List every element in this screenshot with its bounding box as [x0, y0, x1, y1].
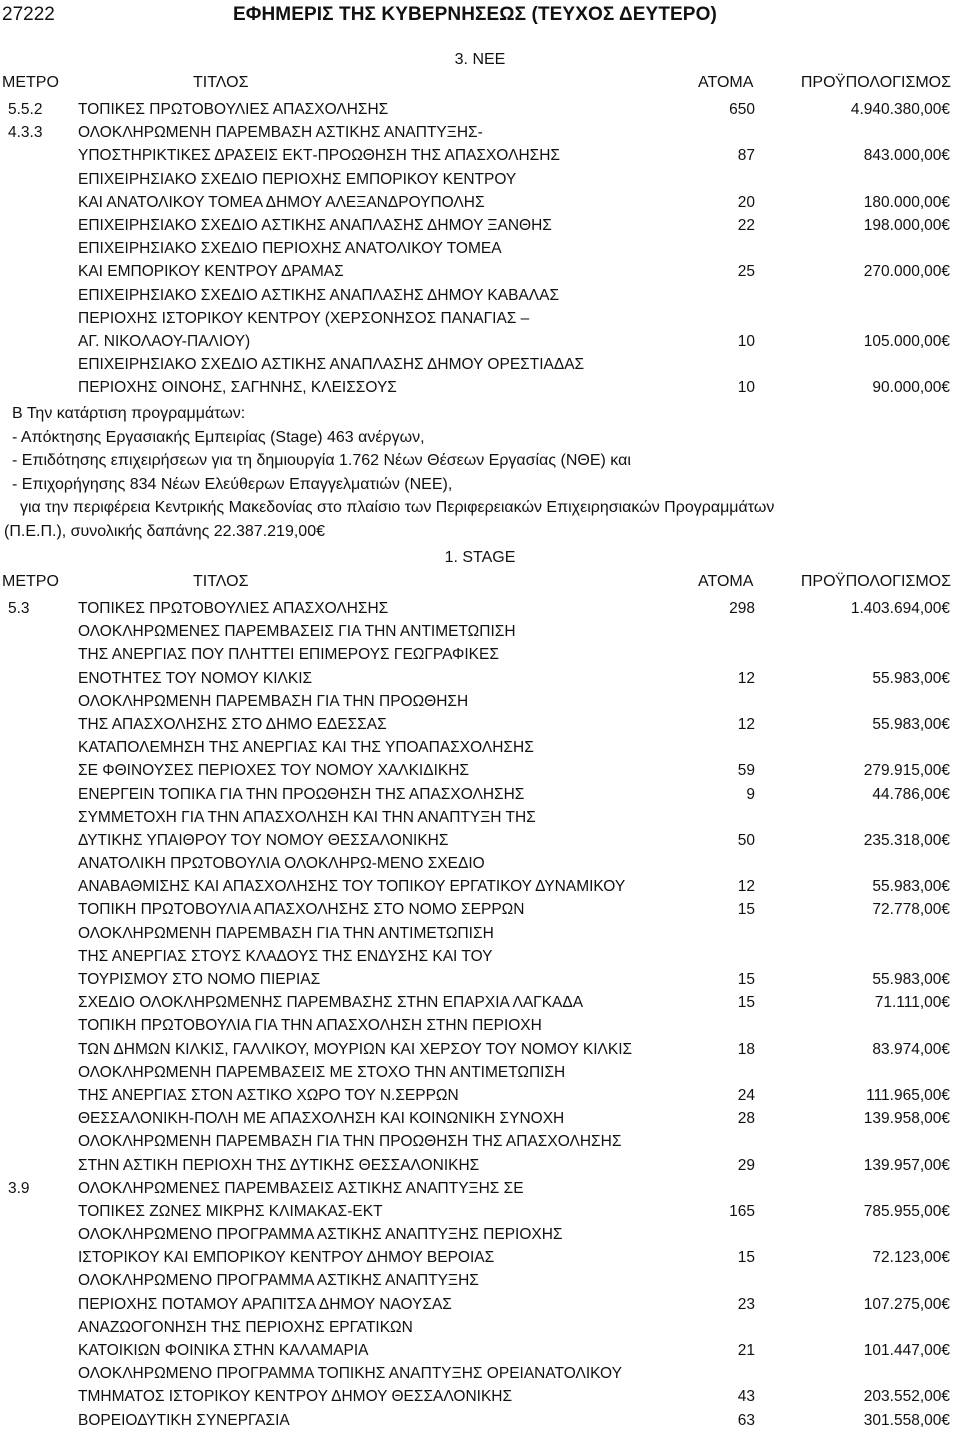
row-title: ΑΝΑΖΩΟΓΟΝΗΣΗ ΤΗΣ ΠΕΡΙΟΧΗΣ ΕΡΓΑΤΙΚΩΝ: [78, 1318, 413, 1336]
row-title: ΟΛΟΚΛΗΡΩΜΕΝΟ ΠΡΟΓΡΑΜΜΑ ΑΣΤΙΚΗΣ ΑΝΑΠΤΥΞΗΣ ΠΕΡΙΟΧΗΣ: [78, 1226, 563, 1244]
row-budget-value: 71.111,00: [874, 994, 942, 1012]
row-persons: 10: [737, 379, 755, 397]
page-header: [0, 0, 960, 30]
row-title: ΚΑΤΟΙΚΙΩΝ ΦΟΙΝΙΚΑ ΣΤΗΝ ΚΑΛΑΜΑΡΙΑ: [78, 1342, 369, 1359]
row-title: ΤΗΣ ΑΝΕΡΓΙΑΣ ΣΤΟΝ ΑΣΤΙΚΟ ΧΩΡΟ ΤΟΥ Ν.ΣΕΡΡΩΝ: [78, 1086, 459, 1104]
row-persons: 10: [737, 332, 755, 350]
prose-line: [0, 520, 960, 544]
euro-symbol: €: [941, 101, 950, 118]
row-budget: [864, 1200, 950, 1223]
table-row: [0, 1084, 960, 1107]
row-persons: 165: [729, 1202, 755, 1220]
row-budget-value: 101.447,00: [863, 1342, 942, 1359]
table-row: [0, 1061, 960, 1084]
euro-symbol: €: [941, 994, 950, 1012]
row-budget-value: 55.983,00: [872, 669, 942, 687]
table-row: [0, 1200, 960, 1223]
row-budget-value: 44.786,00: [872, 785, 942, 803]
prose-text-value: Β Την κατάρτιση προγραμμάτων:: [12, 405, 246, 422]
prose-line: [0, 496, 960, 520]
table-row: [0, 237, 960, 260]
row-budget: [872, 667, 950, 690]
row-budget: [872, 783, 950, 806]
prose-text: [12, 402, 245, 425]
row-title: ΚΑΤΑΠΟΛΕΜΗΣΗ ΤΗΣ ΑΝΕΡΓΙΑΣ ΚΑΙ ΤΗΣ ΥΠΟΑΠΑΣΧΟΛΗΣΗΣ: [78, 739, 534, 757]
euro-symbol: €: [941, 216, 950, 234]
prose-line: [0, 473, 960, 497]
row-title: ΕΠΙΧΕΙΡΗΣΙΑΚΟ ΣΧΕΔΙΟ ΠΕΡΙΟΧΗΣ ΑΝΑΤΟΛΙΚΟΥ ΤΟΜΕΑ: [78, 240, 502, 258]
prose-text-value: για την περιφέρεια Κεντρικής Μακεδονίας στο πλαίσιο των Περιφερειακών Επιχειρησιακών Προγραμμάτων: [20, 499, 775, 516]
row-persons: 15: [737, 971, 755, 988]
prose-text: [20, 496, 774, 519]
row-budget: [864, 1107, 950, 1130]
row-title: ΤΗΣ ΑΠΑΣΧΟΛΗΣΗΣ ΣΤΟ ΔΗΜΟ ΕΔΕΣΣΑΣ: [78, 715, 387, 733]
euro-symbol: €: [941, 1388, 950, 1406]
table-row: [0, 307, 960, 330]
row-budget-value: 270.000,00: [863, 263, 942, 281]
section1-title: 3. ΝΕΕ: [454, 51, 506, 68]
row-title: ΤΟΠΙΚΗ ΠΡΩΤΟΒΟΥΛΙΑ ΑΠΑΣΧΟΛΗΣΗΣ ΣΤΟ ΝΟΜΟ ΣΕΡΡΩΝ: [78, 901, 525, 919]
row-budget: [864, 144, 950, 167]
row-title: ΑΓ. ΝΙΚΟΛΑΟΥ-ΠΑΛΙΟΥ): [78, 332, 251, 350]
row-title: ΟΛΟΚΛΗΡΩΜΕΝΗ ΠΑΡΕΜΒΑΣΗ ΓΙΑ ΤΗΝ ΠΡΟΩΘΗΣΗ: [78, 692, 469, 710]
euro-symbol: €: [941, 669, 950, 687]
row-persons: 18: [737, 1040, 755, 1058]
row-budget: [864, 1154, 950, 1177]
row-budget: [864, 1385, 950, 1408]
table-row: [0, 1269, 960, 1292]
row-persons: 650: [729, 101, 755, 118]
row-title: ΟΛΟΚΛΗΡΩΜΕΝΗ ΠΑΡΕΜΒΑΣΕΙΣ ΜΕ ΣΤΟΧΟ ΤΗΝ ΑΝΤΙΜΕΤΩΠΙΣΗ: [78, 1063, 566, 1081]
row-title: ΠΕΡΙΟΧΗΣ ΟΙΝΟΗΣ, ΣΑΓΗΝΗΣ, ΚΛΕΙΣΣΟΥΣ: [78, 379, 397, 397]
row-persons: 22: [737, 216, 755, 234]
row-budget-value: 107.275,00: [863, 1295, 942, 1313]
table-row: [0, 922, 960, 945]
prose-line: [0, 426, 960, 450]
euro-symbol: €: [941, 878, 950, 896]
row-persons: 59: [737, 762, 755, 780]
prose-text: [12, 449, 631, 472]
col-title: ΤΙΤΛΟΣ: [193, 74, 249, 91]
table-row: [0, 852, 960, 875]
row-persons: 298: [729, 600, 755, 617]
row-title: ΚΑΙ ΕΜΠΟΡΙΚΟΥ ΚΕΝΤΡΟΥ ΔΡΑΜΑΣ: [78, 263, 344, 281]
row-budget: [864, 330, 950, 353]
euro-symbol: €: [941, 147, 950, 165]
row-title: ΠΕΡΙΟΧΗΣ ΠΟΤΑΜΟΥ ΑΡΑΠΙΤΣΑ ΔΗΜΟΥ ΝΑΟΥΣΑΣ: [78, 1295, 452, 1313]
col-measure: ΜΕΤΡΟ: [2, 573, 59, 590]
row-persons: 20: [737, 193, 755, 211]
row-budget-value: 111.965,00: [866, 1086, 942, 1104]
euro-symbol: €: [941, 1411, 950, 1429]
table-row: [0, 376, 960, 399]
row-title: ΤΩΝ ΔΗΜΩΝ ΚΙΛΚΙΣ, ΓΑΛΛΙΚΟΥ, ΜΟΥΡΙΩΝ ΚΑΙ ΧΕΡΣΟΥ ΤΟΥ ΝΟΜΟΥ ΚΙΛΚΙΣ: [78, 1040, 633, 1058]
table-row: [0, 144, 960, 167]
row-persons: 50: [737, 831, 755, 849]
euro-symbol: €: [941, 715, 950, 733]
row-budget: [851, 98, 950, 121]
euro-symbol: €: [941, 263, 950, 281]
table-row: [0, 1107, 960, 1130]
table-row: [0, 759, 960, 782]
table-row: [0, 98, 960, 121]
page-number: 27222: [2, 4, 55, 25]
euro-symbol: €: [941, 785, 950, 803]
table-row: [0, 991, 960, 1014]
col-measure: ΜΕΤΡΟ: [2, 74, 59, 91]
prose-text-value: (Π.Ε.Π.), συνολικής δαπάνης 22.387.219,00: [4, 522, 317, 540]
row-title: ΕΝΕΡΓΕΙΝ ΤΟΠΙΚΑ ΓΙΑ ΤΗΝ ΠΡΟΩΘΗΣΗ ΤΗΣ ΑΠΑΣΧΟΛΗΣΗΣ: [78, 785, 525, 803]
row-budget: [872, 898, 950, 921]
table-row: [0, 168, 960, 191]
table-row: [0, 1223, 960, 1246]
row-measure: 4.3.3: [8, 124, 43, 142]
row-budget-value: 55.983,00: [872, 878, 942, 896]
row-persons: 21: [737, 1342, 755, 1359]
table-row: [0, 353, 960, 376]
row-title: ΔΥΤΙΚΗΣ ΥΠΑΙΘΡΟΥ ΤΟΥ ΝΟΜΟΥ ΘΕΣΣΑΛΟΝΙΚΗΣ: [78, 831, 449, 849]
row-title: ΣΤΗΝ ΑΣΤΙΚΗ ΠΕΡΙΟΧΗ ΤΗΣ ΔΥΤΙΚΗΣ ΘΕΣΣΑΛΟΝΙΚΗΣ: [78, 1156, 480, 1174]
row-title: ΟΛΟΚΛΗΡΩΜΕΝΕΣ ΠΑΡΕΜΒΑΣΕΙΣ ΓΙΑ ΤΗΝ ΑΝΤΙΜΕΤΩΠΙΣΗ: [78, 623, 516, 641]
row-title: ΕΠΙΧΕΙΡΗΣΙΑΚΟ ΣΧΕΔΙΟ ΑΣΤΙΚΗΣ ΑΝΑΠΛΑΣΗΣ ΔΗΜΟΥ ΚΑΒΑΛΑΣ: [78, 286, 560, 304]
euro-symbol: €: [941, 332, 950, 350]
row-budget: [864, 191, 950, 214]
table-row: [0, 968, 960, 991]
row-budget-value: 83.974,00: [872, 1040, 942, 1058]
table-row: [0, 597, 960, 620]
row-budget-value: 90.000,00: [872, 379, 942, 397]
row-title: ΕΠΙΧΕΙΡΗΣΙΑΚΟ ΣΧΕΔΙΟ ΠΕΡΙΟΧΗΣ ΕΜΠΟΡΙΚΟΥ ΚΕΝΤΡΟΥ: [78, 170, 517, 188]
table-row: [0, 1316, 960, 1339]
row-budget-value: 4.940.380,00: [850, 101, 942, 118]
section2-table: [0, 597, 960, 1432]
row-budget-value: 235.318,00: [863, 831, 942, 849]
row-persons: 15: [737, 901, 755, 919]
euro-symbol: €: [941, 901, 950, 919]
prose-line: [0, 402, 960, 426]
table-row: [0, 667, 960, 690]
row-persons: 25: [737, 263, 755, 281]
table-row: [0, 1362, 960, 1385]
prose-text-value: - Επιχορήγησης 834 Νέων Ελεύθερων Επαγγελματιών (ΝΕΕ),: [12, 475, 453, 493]
row-budget: [872, 376, 950, 399]
prose-text-value: - Επιδότησης επιχειρήσεων για τη δημιουργία 1.762 Νέων Θέσεων Εργασίας (ΝΘΕ) και: [12, 452, 631, 469]
row-persons: 23: [737, 1295, 755, 1313]
row-budget-value: 301.558,00: [863, 1411, 942, 1429]
row-budget-value: 198.000,00: [863, 216, 942, 234]
row-title: ΑΝΑΤΟΛΙΚΗ ΠΡΩΤΟΒΟΥΛΙΑ ΟΛΟΚΛΗΡΩ-ΜΕΝΟ ΣΧΕΔΙΟ: [78, 855, 485, 873]
section2-title: 1. STAGE: [444, 549, 516, 566]
table-row: [0, 690, 960, 713]
row-measure: 5.5.2: [8, 101, 43, 118]
table-row: [0, 620, 960, 643]
row-persons: 43: [737, 1388, 755, 1406]
row-title: ΟΛΟΚΛΗΡΩΜΕΝΗ ΠΑΡΕΜΒΑΣΗ ΓΙΑ ΤΗΝ ΑΝΤΙΜΕΤΩΠΙΣΗ: [78, 924, 494, 942]
prose-text: [12, 426, 425, 449]
euro-symbol: €: [941, 600, 950, 617]
euro-symbol: €: [941, 762, 950, 780]
row-persons: 12: [737, 669, 755, 687]
euro-symbol: €: [941, 1295, 950, 1313]
euro-symbol: €: [941, 971, 950, 988]
table-row: [0, 806, 960, 829]
row-budget-value: 139.957,00: [863, 1156, 942, 1174]
row-budget: [875, 991, 950, 1014]
table-row: [0, 736, 960, 759]
table-row: [0, 1385, 960, 1408]
row-budget-value: 72.123,00: [872, 1249, 942, 1267]
table-row: [0, 1014, 960, 1037]
col-title: ΤΙΤΛΟΣ: [193, 573, 249, 590]
row-persons: 24: [737, 1086, 755, 1104]
euro-symbol: €: [941, 1202, 950, 1220]
row-persons: 15: [737, 1249, 755, 1267]
euro-symbol: €: [941, 1040, 950, 1058]
table-row: [0, 1339, 960, 1362]
row-persons: 12: [737, 878, 755, 896]
col-persons: ΑΤΟΜΑ: [698, 573, 754, 590]
row-budget: [864, 214, 950, 237]
euro-symbol: €: [941, 1342, 950, 1359]
row-budget-value: 105.000,00: [863, 332, 942, 350]
row-budget-value: 139.958,00: [863, 1110, 942, 1128]
row-title: ΤΗΣ ΑΝΕΡΓΙΑΣ ΠΟΥ ΠΛΗΤΤΕΙ ΕΠΙΜΕΡΟΥΣ ΓΕΩΓΡΑΦΙΚΕΣ: [78, 646, 499, 664]
row-title: ΤΟΠΙΚΕΣ ΖΩΝΕΣ ΜΙΚΡΗΣ ΚΛΙΜΑΚΑΣ-ΕΚΤ: [78, 1202, 383, 1220]
prose-block: [0, 402, 960, 543]
row-budget-value: 785.955,00: [863, 1202, 942, 1220]
table-row: [0, 945, 960, 968]
row-title: ΚΑΙ ΑΝΑΤΟΛΙΚΟΥ ΤΟΜΕΑ ΔΗΜΟΥ ΑΛΕΞΑΝΔΡΟΥΠΟΛΗΣ: [78, 193, 485, 211]
prose-line: [0, 449, 960, 473]
row-title: ΟΛΟΚΛΗΡΩΜΕΝΗ ΠΑΡΕΜΒΑΣΗ ΓΙΑ ΤΗΝ ΠΡΟΩΘΗΣΗ ΤΗΣ ΑΠΑΣΧΟΛΗΣΗΣ: [78, 1133, 622, 1151]
table-row: [0, 1246, 960, 1269]
row-budget: [872, 875, 950, 898]
row-budget: [864, 829, 950, 852]
table-row: [0, 191, 960, 214]
row-title: ΘΕΣΣΑΛΟΝΙΚΗ-ΠΟΛΗ ΜΕ ΑΠΑΣΧΟΛΗΣΗ ΚΑΙ ΚΟΙΝΩΝΙΚΗ ΣΥΝΟΧΗ: [78, 1110, 565, 1128]
row-title: ΙΣΤΟΡΙΚΟΥ ΚΑΙ ΕΜΠΟΡΙΚΟΥ ΚΕΝΤΡΟΥ ΔΗΜΟΥ ΒΕΡΟΙΑΣ: [78, 1249, 495, 1267]
prose-text-value: - Απόκτησης Εργασιακής Εμπειρίας (Stage) 463 ανέργων,: [12, 428, 425, 446]
table-row: [0, 898, 960, 921]
row-persons: 12: [737, 715, 755, 733]
section2-column-header: [0, 573, 960, 595]
row-title: ΤΜΗΜΑΤΟΣ ΙΣΤΟΡΙΚΟΥ ΚΕΝΤΡΟΥ ΔΗΜΟΥ ΘΕΣΣΑΛΟΝΙΚΗΣ: [78, 1388, 513, 1406]
table-row: [0, 1038, 960, 1061]
euro-symbol: €: [941, 1156, 950, 1174]
table-row: [0, 713, 960, 736]
row-budget: [872, 1038, 950, 1061]
euro-symbol: €: [941, 379, 950, 397]
euro-symbol: €: [316, 522, 325, 540]
row-title: ΠΕΡΙΟΧΗΣ ΙΣΤΟΡΙΚΟΥ ΚΕΝΤΡΟΥ (ΧΕΡΣΟΝΗΣΟΣ ΠΑΝΑΓΙΑΣ –: [78, 309, 530, 327]
row-budget: [864, 1409, 950, 1432]
row-budget: [851, 597, 950, 620]
row-title: ΕΝΟΤΗΤΕΣ ΤΟΥ ΝΟΜΟΥ ΚΙΛΚΙΣ: [78, 669, 313, 687]
row-budget: [864, 1339, 950, 1362]
row-title: ΕΠΙΧΕΙΡΗΣΙΑΚΟ ΣΧΕΔΙΟ ΑΣΤΙΚΗΣ ΑΝΑΠΛΑΣΗΣ ΔΗΜΟΥ ΟΡΕΣΤΙΑΔΑΣ: [78, 356, 585, 374]
euro-symbol: €: [941, 1086, 950, 1104]
row-budget-value: 203.552,00: [863, 1388, 942, 1406]
row-title: ΕΠΙΧΕΙΡΗΣΙΑΚΟ ΣΧΕΔΙΟ ΑΣΤΙΚΗΣ ΑΝΑΠΛΑΣΗΣ ΔΗΜΟΥ ΞΑΝΘΗΣ: [78, 216, 552, 234]
table-row: [0, 875, 960, 898]
row-persons: 28: [737, 1110, 755, 1128]
row-persons: 15: [737, 994, 755, 1012]
row-budget: [872, 968, 950, 991]
row-measure: 5.3: [8, 600, 30, 617]
row-budget-value: 55.983,00: [872, 715, 942, 733]
row-budget-value: 72.778,00: [872, 901, 942, 919]
row-title: ΥΠΟΣΤΗΡΙΚΤΙΚΕΣ ΔΡΑΣΕΙΣ ΕΚΤ-ΠΡΟΩΘΗΣΗ ΤΗΣ ΑΠΑΣΧΟΛΗΣΗΣ: [78, 147, 560, 165]
row-measure: 3.9: [8, 1179, 30, 1197]
euro-symbol: €: [941, 1110, 950, 1128]
col-budget: ΠΡΟΫΠΟΛΟΓΙΣΜΟΣ: [800, 74, 951, 91]
section1-table: [0, 98, 960, 399]
table-row: [0, 643, 960, 666]
table-row: [0, 829, 960, 852]
table-row: [0, 1130, 960, 1153]
euro-symbol: €: [941, 1249, 950, 1267]
table-row: [0, 121, 960, 144]
row-budget-value: 55.983,00: [872, 971, 942, 988]
row-budget: [872, 713, 950, 736]
row-title: ΤΗΣ ΑΝΕΡΓΙΑΣ ΣΤΟΥΣ ΚΛΑΔΟΥΣ ΤΗΣ ΕΝΔΥΣΗΣ ΚΑΙ ΤΟΥ: [78, 947, 493, 965]
row-persons: 29: [737, 1156, 755, 1174]
row-title: ΤΟΠΙΚΗ ΠΡΩΤΟΒΟΥΛΙΑ ΓΙΑ ΤΗΝ ΑΠΑΣΧΟΛΗΣΗ ΣΤΗΝ ΠΕΡΙΟΧΗ: [78, 1017, 542, 1035]
table-row: [0, 214, 960, 237]
row-title: ΟΛΟΚΛΗΡΩΜΕΝΗ ΠΑΡΕΜΒΑΣΗ ΑΣΤΙΚΗΣ ΑΝΑΠΤΥΞΗΣ-: [78, 124, 483, 142]
row-budget: [872, 1246, 950, 1269]
row-title: ΣΧΕΔΙΟ ΟΛΟΚΛΗΡΩΜΕΝΗΣ ΠΑΡΕΜΒΑΣΗΣ ΣΤΗΝ ΕΠΑΡΧΙΑ ΛΑΓΚΑΔΑ: [78, 994, 584, 1012]
row-persons: 63: [737, 1411, 755, 1429]
prose-text: [12, 473, 452, 496]
row-persons: 9: [746, 785, 755, 803]
row-title: ΟΛΟΚΛΗΡΩΜΕΝΟ ΠΡΟΓΡΑΜΜΑ ΑΣΤΙΚΗΣ ΑΝΑΠΤΥΞΗΣ: [78, 1272, 479, 1290]
row-budget: [864, 759, 950, 782]
table-row: [0, 1154, 960, 1177]
row-title: ΤΟΠΙΚΕΣ ΠΡΩΤΟΒΟΥΛΙΕΣ ΑΠΑΣΧΟΛΗΣΗΣ: [78, 101, 389, 118]
table-row: [0, 330, 960, 353]
table-row: [0, 1177, 960, 1200]
table-row: [0, 1293, 960, 1316]
row-title: ΒΟΡΕΙΟΔΥΤΙΚΗ ΣΥΝΕΡΓΑΣΙΑ: [78, 1411, 290, 1429]
row-budget-value: 279.915,00: [863, 762, 942, 780]
euro-symbol: €: [941, 831, 950, 849]
row-title: ΑΝΑΒΑΘΜΙΣΗΣ ΚΑΙ ΑΠΑΣΧΟΛΗΣΗΣ ΤΟΥ ΤΟΠΙΚΟΥ ΕΡΓΑΤΙΚΟΥ ΔΥΝΑΜΙΚΟΥ: [78, 878, 626, 896]
euro-symbol: €: [941, 193, 950, 211]
col-persons: ΑΤΟΜΑ: [698, 74, 754, 91]
row-title: ΤΟΥΡΙΣΜΟΥ ΣΤΟ ΝΟΜΟ ΠΙΕΡΙΑΣ: [78, 971, 321, 988]
table-row: [0, 284, 960, 307]
row-title: ΟΛΟΚΛΗΡΩΜΕΝΕΣ ΠΑΡΕΜΒΑΣΕΙΣ ΑΣΤΙΚΗΣ ΑΝΑΠΤΥΞΗΣ ΣΕ: [78, 1179, 524, 1197]
row-budget: [864, 1293, 950, 1316]
row-budget: [866, 1084, 950, 1107]
row-title: ΟΛΟΚΛΗΡΩΜΕΝΟ ΠΡΟΓΡΑΜΜΑ ΤΟΠΙΚΗΣ ΑΝΑΠΤΥΞΗΣ ΟΡΕΙΑΝΑΤΟΛΙΚΟΥ: [78, 1365, 622, 1383]
table-row: [0, 260, 960, 283]
row-persons: 87: [737, 147, 755, 165]
row-budget-value: 180.000,00: [863, 193, 942, 211]
row-budget-value: 843.000,00: [863, 147, 942, 165]
row-budget-value: 1.403.694,00: [850, 600, 942, 617]
prose-text: [4, 520, 325, 543]
col-budget: ΠΡΟΫΠΟΛΟΓΙΣΜΟΣ: [800, 573, 951, 590]
row-title: ΣΥΜΜΕΤΟΧΗ ΓΙΑ ΤΗΝ ΑΠΑΣΧΟΛΗΣΗ ΚΑΙ ΤΗΝ ΑΝΑΠΤΥΞΗ ΤΗΣ: [78, 808, 536, 826]
row-budget: [864, 260, 950, 283]
gazette-title: ΕΦΗΜΕΡΙΣ ΤΗΣ ΚΥΒΕΡΝΗΣΕΩΣ (ΤΕΥΧΟΣ ΔΕΥΤΕΡΟ): [233, 4, 717, 25]
table-row: [0, 1409, 960, 1432]
table-row: [0, 783, 960, 806]
row-title: ΣΕ ΦΘΙΝΟΥΣΕΣ ΠΕΡΙΟΧΕΣ ΤΟΥ ΝΟΜΟΥ ΧΑΛΚΙΔΙΚΗΣ: [78, 762, 470, 780]
section1-column-header: [0, 74, 960, 96]
row-title: ΤΟΠΙΚΕΣ ΠΡΩΤΟΒΟΥΛΙΕΣ ΑΠΑΣΧΟΛΗΣΗΣ: [78, 600, 389, 617]
